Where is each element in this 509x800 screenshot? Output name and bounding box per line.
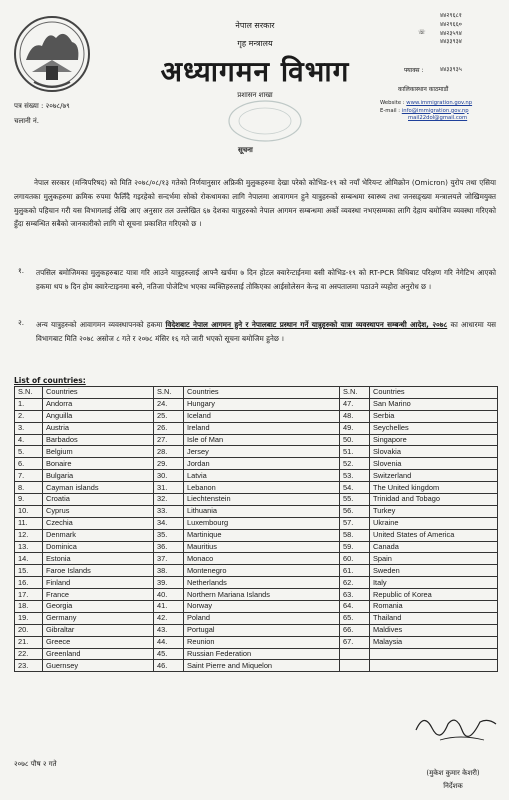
country-cell: Faroe Islands bbox=[43, 565, 154, 577]
country-cell: Poland bbox=[184, 612, 340, 624]
website-label: Website : bbox=[380, 100, 405, 106]
country-cell: Liechtenstein bbox=[184, 494, 340, 506]
country-cell: Estonia bbox=[43, 553, 154, 565]
table-row bbox=[15, 494, 498, 506]
serial-number-cell: 2. bbox=[15, 410, 43, 422]
serial-number-cell: 57. bbox=[340, 517, 370, 529]
country-cell: Finland bbox=[43, 577, 154, 589]
country-cell: Russian Federation bbox=[184, 648, 340, 660]
serial-number-cell: 23. bbox=[15, 660, 43, 672]
serial-number-cell: 14. bbox=[15, 553, 43, 565]
table-row bbox=[15, 434, 498, 446]
item-2-pre: अन्य यात्रुहरुको आवागमन व्यवस्थापनको हकमा bbox=[36, 320, 166, 329]
serial-number-cell: 52. bbox=[340, 458, 370, 470]
country-cell: Isle of Man bbox=[184, 434, 340, 446]
serial-number-cell: 44. bbox=[154, 636, 184, 648]
serial-number-cell: 25. bbox=[154, 410, 184, 422]
table-row bbox=[15, 636, 498, 648]
serial-number-cell: 28. bbox=[154, 446, 184, 458]
serial-number-cell bbox=[340, 660, 370, 672]
table-row bbox=[15, 482, 498, 494]
dispatch-number: चलानी नं. bbox=[14, 117, 40, 125]
table-row bbox=[15, 458, 498, 470]
fax-label: फ्याक्स : bbox=[404, 67, 424, 74]
country-cell: Belgium bbox=[43, 446, 154, 458]
signature bbox=[410, 700, 500, 750]
table-row bbox=[15, 398, 498, 410]
item-number: १. bbox=[18, 266, 25, 275]
country-cell: Mauritius bbox=[184, 541, 340, 553]
country-cell: Norway bbox=[184, 601, 340, 613]
table-row bbox=[15, 470, 498, 482]
country-cell: Monaco bbox=[184, 553, 340, 565]
phone-list bbox=[440, 12, 462, 47]
office-location: कालिकास्थान काठमाडौं bbox=[398, 86, 449, 93]
table-header-row bbox=[15, 387, 498, 399]
serial-number-cell: 55. bbox=[340, 494, 370, 506]
serial-number-cell: 48. bbox=[340, 410, 370, 422]
country-cell: Greenland bbox=[43, 648, 154, 660]
serial-number-cell: 12. bbox=[15, 529, 43, 541]
table-header: S.N. bbox=[340, 387, 370, 399]
email-link[interactable]: info@immigration.gov.np bbox=[401, 107, 469, 114]
office-stamp bbox=[225, 96, 305, 146]
serial-number-cell: 26. bbox=[154, 422, 184, 434]
order-reference: विदेशबाट नेपाल आगमन हुने र नेपालबाट प्रस्थान गर्ने यात्रुहरुको यात्रा व्यवस्थापन सम्बन्धी आदेश, २०७८ bbox=[165, 320, 448, 329]
country-cell: Lithuania bbox=[184, 505, 340, 517]
country-cell: Spain bbox=[370, 553, 498, 565]
phone-number: ४४२३५९४ bbox=[440, 29, 462, 37]
serial-number-cell: 34. bbox=[154, 517, 184, 529]
issue-date: २०७८ पौष २ गते bbox=[14, 760, 57, 768]
signer-title: निर्देशक bbox=[443, 782, 463, 790]
table-row bbox=[15, 565, 498, 577]
country-cell bbox=[370, 660, 498, 672]
list-title: List of countries: bbox=[14, 376, 86, 385]
serial-number-cell: 5. bbox=[15, 446, 43, 458]
email-link-2[interactable]: mail22dol@gmail.com bbox=[408, 115, 468, 122]
table-row bbox=[15, 660, 498, 672]
country-cell: Denmark bbox=[43, 529, 154, 541]
serial-number-cell: 4. bbox=[15, 434, 43, 446]
serial-number-cell: 37. bbox=[154, 553, 184, 565]
country-cell: Northern Mariana Islands bbox=[184, 589, 340, 601]
web-contact bbox=[380, 100, 508, 123]
country-cell: Romania bbox=[370, 601, 498, 613]
country-cell: Austria bbox=[43, 422, 154, 434]
country-cell: Martinique bbox=[184, 529, 340, 541]
country-cell: Georgia bbox=[43, 601, 154, 613]
serial-number-cell: 54. bbox=[340, 482, 370, 494]
serial-number-cell: 39. bbox=[154, 577, 184, 589]
serial-number-cell: 15. bbox=[15, 565, 43, 577]
table-row bbox=[15, 410, 498, 422]
country-cell: Jordan bbox=[184, 458, 340, 470]
country-cell: Seychelles bbox=[370, 422, 498, 434]
serial-number-cell: 20. bbox=[15, 624, 43, 636]
country-cell: Lebanon bbox=[184, 482, 340, 494]
serial-number-cell: 46. bbox=[154, 660, 184, 672]
department-title: अध्यागमन विभाग bbox=[160, 55, 350, 88]
table-row bbox=[15, 517, 498, 529]
serial-number-cell: 9. bbox=[15, 494, 43, 506]
serial-number-cell: 19. bbox=[15, 612, 43, 624]
serial-number-cell: 67. bbox=[340, 636, 370, 648]
country-cell: Malaysia bbox=[370, 636, 498, 648]
serial-number-cell: 47. bbox=[340, 398, 370, 410]
country-cell: Greece bbox=[43, 636, 154, 648]
country-cell: Czechia bbox=[43, 517, 154, 529]
ministry-name: गृह मन्त्रालय bbox=[237, 39, 273, 48]
country-cell: Barbados bbox=[43, 434, 154, 446]
serial-number-cell: 35. bbox=[154, 529, 184, 541]
table-header: S.N. bbox=[15, 387, 43, 399]
serial-number-cell: 13. bbox=[15, 541, 43, 553]
serial-number-cell: 8. bbox=[15, 482, 43, 494]
serial-number-cell: 40. bbox=[154, 589, 184, 601]
serial-number-cell: 38. bbox=[154, 565, 184, 577]
table-row bbox=[15, 648, 498, 660]
phone-number: ४४३३९३४ bbox=[440, 38, 462, 46]
country-cell bbox=[370, 648, 498, 660]
country-cell: Reunion bbox=[184, 636, 340, 648]
email-label: E-mail : bbox=[380, 107, 401, 114]
country-cell: Cyprus bbox=[43, 505, 154, 517]
serial-number-cell: 59. bbox=[340, 541, 370, 553]
serial-number-cell: 3. bbox=[15, 422, 43, 434]
signer-block bbox=[410, 767, 496, 793]
table-row bbox=[15, 529, 498, 541]
country-cell: Saint Pierre and Miquelon bbox=[184, 660, 340, 672]
serial-number-cell: 18. bbox=[15, 601, 43, 613]
serial-number-cell: 24. bbox=[154, 398, 184, 410]
serial-number-cell: 56. bbox=[340, 505, 370, 517]
table-row bbox=[15, 505, 498, 517]
item-2-text bbox=[36, 318, 496, 346]
country-cell: Ireland bbox=[184, 422, 340, 434]
serial-number-cell: 22. bbox=[15, 648, 43, 660]
country-cell: Montenegro bbox=[184, 565, 340, 577]
item-number: २. bbox=[18, 318, 25, 327]
country-cell: Ukraine bbox=[370, 517, 498, 529]
serial-number-cell: 65. bbox=[340, 612, 370, 624]
country-cell: Latvia bbox=[184, 470, 340, 482]
country-cell: Switzerland bbox=[370, 470, 498, 482]
country-cell: Thailand bbox=[370, 612, 498, 624]
serial-number-cell: 64. bbox=[340, 601, 370, 613]
phone-icon: ☏ bbox=[418, 29, 426, 36]
country-cell: Netherlands bbox=[184, 577, 340, 589]
phone-number: ४४२९६६० bbox=[440, 20, 462, 28]
letter-number: पत्र संख्या : २०७८/७९ bbox=[14, 102, 70, 110]
country-cell: The United kingdom bbox=[370, 482, 498, 494]
country-cell: Dominica bbox=[43, 541, 154, 553]
serial-number-cell: 10. bbox=[15, 505, 43, 517]
serial-number-cell: 58. bbox=[340, 529, 370, 541]
nepal-emblem-logo bbox=[12, 12, 92, 96]
country-cell: Germany bbox=[43, 612, 154, 624]
country-cell: France bbox=[43, 589, 154, 601]
serial-number-cell: 32. bbox=[154, 494, 184, 506]
country-cell: Cayman islands bbox=[43, 482, 154, 494]
govt-name: नेपाल सरकार bbox=[235, 21, 275, 30]
serial-number-cell: 7. bbox=[15, 470, 43, 482]
serial-number-cell: 66. bbox=[340, 624, 370, 636]
country-cell: Andorra bbox=[43, 398, 154, 410]
table-row bbox=[15, 612, 498, 624]
country-cell: Portugal bbox=[184, 624, 340, 636]
table-header: S.N. bbox=[154, 387, 184, 399]
intro-paragraph: नेपाल सरकार (मन्त्रिपरिषद) को मिति २०७८/०८/१३ गतेको निर्णयानुसार अफ्रिकी मुलुकहरुमा देखा परेको कोभिड-१९ को नयाँ भेरियन्ट ओमिक्रोन (Omicron) युरोप तथा एसिया लगायतका मुलुकहरुमा क्रमिक रुपमा फैलिँदै गइरहेको सन्दर्भमा सोको रोकथामका लागि नेपालमा आवागमन हुने यात्रुहरुको सम्बन्धमा स्वास्थ्य तथा जनसङ्ख्या मन्त्रालयले जोखिमयुक्त मुलुकको पहिचान गरी यस विभागलाई लेखि आए अनुसार तल उल्लेखित ६७ देशका यात्रुहरुको नेपाल आगमन सम्बन्धमा अर्को व्यवस्था नभएसम्मका लागि देहाय बमोजिम व्यवस्था गरिएको हुँदा सम्बन्धित सबैको जानकारीको लागि यो सूचना प्रकाशित गरिएको छ । bbox=[14, 178, 496, 229]
serial-number-cell: 17. bbox=[15, 589, 43, 601]
serial-number-cell bbox=[340, 648, 370, 660]
country-cell: Singapore bbox=[370, 434, 498, 446]
table-row bbox=[15, 577, 498, 589]
table-header: Countries bbox=[43, 387, 154, 399]
country-cell: Turkey bbox=[370, 505, 498, 517]
country-cell: United States of America bbox=[370, 529, 498, 541]
item-1-text: तपसिल बमोजिमका मुलुकहरुबाट यात्रा गरि आउने यात्रुहरुलाई आफ्नै खर्चमा ७ दिन होटल क्वारेन्टाईनमा बसी कोभिड-१९ को RT-PCR विधिबाट परिक्षण गरि नेगेटिभ आएको हकमा थप ७ दिन होम क्वारेन्टाइनमा बस्ने, नतिजा पोजेटिभ भएका व्यक्तिहरुलाई तोकिएका आईसोलेसन केन्द्र वा अस्पतालमा पठाउने व्यहोरा अनुरोध छ । bbox=[36, 268, 496, 291]
serial-number-cell: 33. bbox=[154, 505, 184, 517]
serial-number-cell: 50. bbox=[340, 434, 370, 446]
serial-number-cell: 49. bbox=[340, 422, 370, 434]
country-cell: Croatia bbox=[43, 494, 154, 506]
country-cell: Jersey bbox=[184, 446, 340, 458]
country-cell: Guernsey bbox=[43, 660, 154, 672]
serial-number-cell: 63. bbox=[340, 589, 370, 601]
countries-table bbox=[14, 386, 498, 672]
serial-number-cell: 1. bbox=[15, 398, 43, 410]
table-row bbox=[15, 553, 498, 565]
serial-number-cell: 29. bbox=[154, 458, 184, 470]
serial-number-cell: 42. bbox=[154, 612, 184, 624]
country-cell: Gibraltar bbox=[43, 624, 154, 636]
table-header: Countries bbox=[184, 387, 340, 399]
country-cell: Canada bbox=[370, 541, 498, 553]
table-row bbox=[15, 422, 498, 434]
country-cell: Trinidad and Tobago bbox=[370, 494, 498, 506]
country-cell: San Marino bbox=[370, 398, 498, 410]
serial-number-cell: 27. bbox=[154, 434, 184, 446]
serial-number-cell: 30. bbox=[154, 470, 184, 482]
country-cell: Bonaire bbox=[43, 458, 154, 470]
table-row bbox=[15, 446, 498, 458]
serial-number-cell: 31. bbox=[154, 482, 184, 494]
serial-number-cell: 53. bbox=[340, 470, 370, 482]
country-cell: Bulgaria bbox=[43, 470, 154, 482]
country-cell: Luxembourg bbox=[184, 517, 340, 529]
serial-number-cell: 45. bbox=[154, 648, 184, 660]
website-link[interactable]: www.immigration.gov.np bbox=[406, 100, 473, 106]
country-cell: Slovenia bbox=[370, 458, 498, 470]
phone-number: ४४२९६८१ bbox=[440, 12, 462, 19]
table-row bbox=[15, 541, 498, 553]
serial-number-cell: 11. bbox=[15, 517, 43, 529]
serial-number-cell: 51. bbox=[340, 446, 370, 458]
serial-number-cell: 16. bbox=[15, 577, 43, 589]
country-cell: Maldives bbox=[370, 624, 498, 636]
fax-number: ४४३३९३५ bbox=[440, 66, 462, 73]
country-cell: Italy bbox=[370, 577, 498, 589]
country-cell: Republic of Korea bbox=[370, 589, 498, 601]
section-name: प्रशासन शाखा bbox=[237, 91, 273, 99]
country-cell: Hungary bbox=[184, 398, 340, 410]
table-row bbox=[15, 624, 498, 636]
serial-number-cell: 61. bbox=[340, 565, 370, 577]
serial-number-cell: 36. bbox=[154, 541, 184, 553]
country-cell: Slovakia bbox=[370, 446, 498, 458]
serial-number-cell: 60. bbox=[340, 553, 370, 565]
serial-number-cell: 43. bbox=[154, 624, 184, 636]
serial-number-cell: 6. bbox=[15, 458, 43, 470]
country-cell: Serbia bbox=[370, 410, 498, 422]
serial-number-cell: 41. bbox=[154, 601, 184, 613]
signer-name: (मुकेश कुमार केशरी) bbox=[426, 769, 480, 777]
serial-number-cell: 21. bbox=[15, 636, 43, 648]
country-cell: Anguilla bbox=[43, 410, 154, 422]
table-row bbox=[15, 601, 498, 613]
notice-heading: सूचना bbox=[238, 146, 253, 154]
country-cell: Iceland bbox=[184, 410, 340, 422]
serial-number-cell: 62. bbox=[340, 577, 370, 589]
table-row bbox=[15, 589, 498, 601]
item-2-post: का आधारमा यस विभागबाट मिति २०७८ असोज ८ गते र २०७८ मंसिर १६ गते जारी भएको सूचना बमोजिम हुनेछ । bbox=[36, 320, 496, 343]
country-cell: Sweden bbox=[370, 565, 498, 577]
table-header: Countries bbox=[370, 387, 498, 399]
